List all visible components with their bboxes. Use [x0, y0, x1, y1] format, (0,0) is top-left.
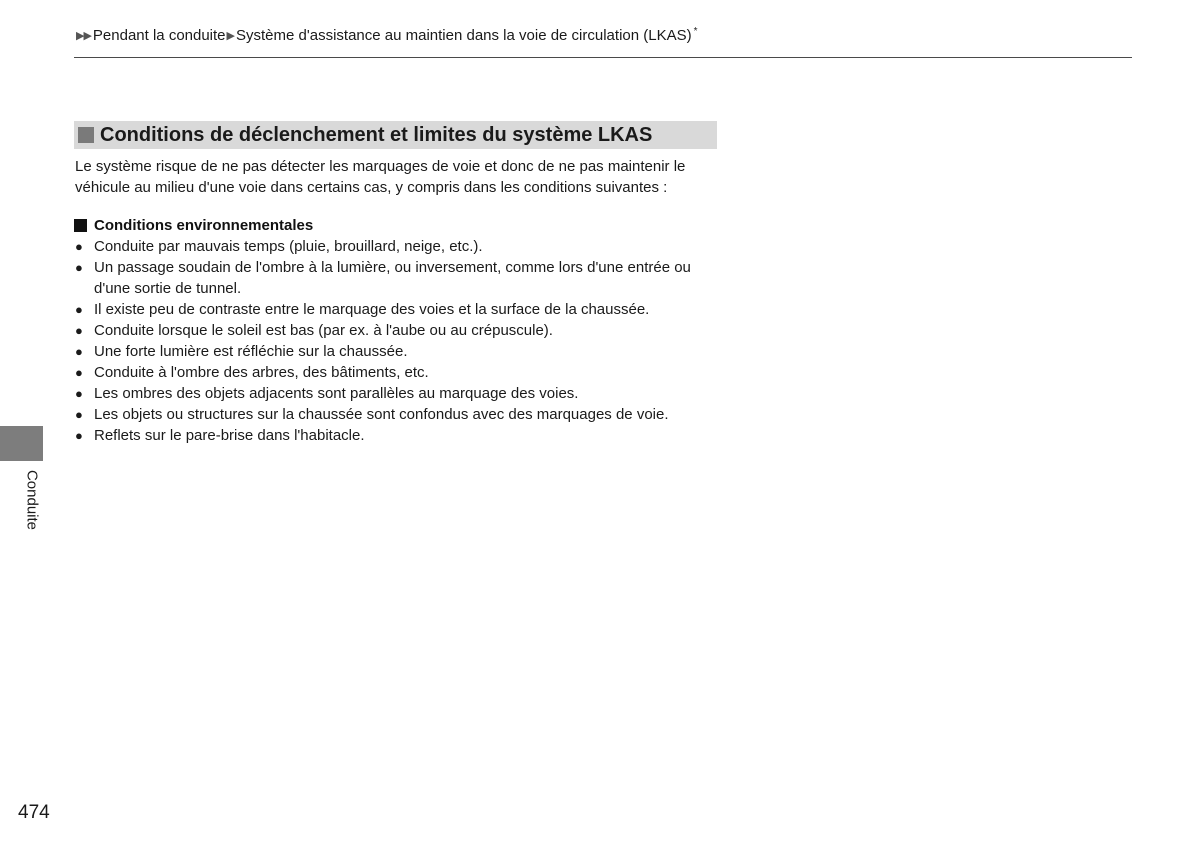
list-item-text: Une forte lumière est réfléchie sur la chaussée. — [94, 343, 408, 360]
arrow-icon: ▶ — [226, 29, 234, 42]
list-item — [75, 257, 725, 299]
chapter-tab-marker — [0, 426, 43, 461]
conditions-list — [75, 236, 725, 446]
bullet-icon: ● — [75, 260, 83, 275]
breadcrumb-item-driving: Pendant la conduite — [92, 26, 226, 44]
bullet-icon: ● — [75, 428, 83, 443]
bullet-icon: ● — [75, 323, 83, 338]
chapter-tab-label: Conduite — [23, 469, 41, 531]
footnote-asterisk: * — [693, 25, 698, 37]
subsection-title: Conditions environnementales — [94, 216, 314, 234]
list-item — [75, 341, 725, 362]
subsection-square-icon — [74, 219, 87, 232]
double-arrow-icon: ▶▶ — [76, 29, 91, 42]
list-item-text: Les objets ou structures sur la chaussée sont confondus avec des marquages de voie. — [94, 406, 669, 423]
list-item — [75, 404, 725, 425]
list-item-text: Conduite par mauvais temps (pluie, brouillard, neige, etc.). — [94, 238, 483, 255]
bullet-icon: ● — [75, 386, 83, 401]
bullet-icon: ● — [75, 344, 83, 359]
section-title-band — [74, 121, 717, 149]
subsection-heading — [74, 214, 313, 236]
header-divider — [74, 57, 1132, 58]
bullet-icon: ● — [75, 407, 83, 422]
list-item — [75, 236, 725, 257]
list-item — [75, 425, 725, 446]
breadcrumb-item-lkas: Système d'assistance au maintien dans la voie de circulation (LKAS) — [236, 26, 692, 44]
bullet-icon: ● — [75, 302, 83, 317]
list-item-text: Reflets sur le pare-brise dans l'habitacle. — [94, 427, 365, 444]
list-item — [75, 299, 725, 320]
intro-paragraph: Le système risque de ne pas détecter les marquages de voie et donc de ne pas maintenir le véhicule au milieu d'une voie dans certains cas, y compris dans les conditions suivantes : — [75, 158, 686, 196]
breadcrumb — [76, 24, 698, 46]
bullet-icon: ● — [75, 365, 83, 380]
page-number: 474 — [18, 802, 50, 823]
section-title: Conditions de déclenchement et limites du système LKAS — [100, 123, 653, 146]
bullet-icon: ● — [75, 239, 83, 254]
list-item-text: Un passage soudain de l'ombre à la lumière, ou inversement, comme lors d'une entrée ou d'une sortie de tunnel. — [94, 259, 691, 297]
list-item — [75, 362, 725, 383]
list-item-text: Conduite à l'ombre des arbres, des bâtiments, etc. — [94, 364, 429, 381]
section-square-icon — [78, 127, 94, 143]
list-item-text: Les ombres des objets adjacents sont parallèles au marquage des voies. — [94, 385, 579, 402]
list-item-text: Conduite lorsque le soleil est bas (par ex. à l'aube ou au crépuscule). — [94, 322, 553, 339]
list-item — [75, 383, 725, 404]
list-item — [75, 320, 725, 341]
list-item-text: Il existe peu de contraste entre le marquage des voies et la surface de la chaussée. — [94, 301, 650, 318]
